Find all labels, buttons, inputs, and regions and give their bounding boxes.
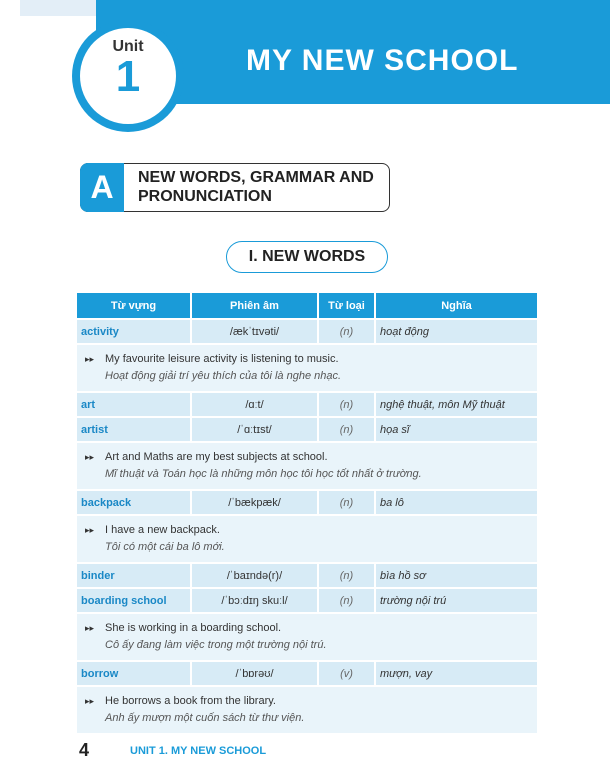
double-arrow-icon: ▸▸ — [85, 623, 95, 633]
double-arrow-icon: ▸▸ — [85, 354, 95, 364]
page-number: 4 — [79, 740, 90, 760]
vocabulary-table — [77, 293, 537, 733]
example-english: She is working in a boarding school. — [105, 622, 282, 634]
example-vietnamese: Tôi có một cái ba lô mới. — [105, 541, 225, 553]
unit-badge — [80, 28, 176, 124]
header-top-strip — [20, 0, 100, 16]
vocab-word: borrow — [77, 661, 191, 686]
table-row — [77, 490, 537, 515]
example-line — [85, 522, 529, 539]
vocab-word: boarding school — [77, 588, 191, 613]
example-line — [85, 449, 529, 466]
example-english: Art and Maths are my best subjects at school. — [105, 451, 328, 463]
table-row — [77, 563, 537, 588]
example-vietnamese: Cô ấy đang làm việc trong một trường nội trú. — [105, 639, 327, 651]
vocab-pos: (n) — [318, 588, 375, 613]
example-cell — [77, 686, 537, 733]
vocab-pos: (n) — [318, 392, 375, 417]
vocab-pos: (n) — [318, 563, 375, 588]
vocabulary-table-body — [77, 319, 537, 733]
table-row — [77, 417, 537, 442]
unit-label: Unit — [112, 38, 144, 55]
example-cell — [77, 515, 537, 563]
vocab-ipa: /ɑːt/ — [191, 392, 318, 417]
footer-text: UNIT 1. MY NEW SCHOOL — [130, 745, 267, 757]
example-row — [77, 515, 537, 563]
table-header-row — [77, 293, 537, 319]
section-a-title: NEW WORDS, GRAMMAR AND PRONUNCIATION — [138, 169, 374, 205]
vocab-ipa: /ˈɑːtɪst/ — [191, 417, 318, 442]
table-row — [77, 661, 537, 686]
double-arrow-icon: ▸▸ — [85, 696, 95, 706]
double-arrow-icon: ▸▸ — [85, 525, 95, 535]
vocab-word: backpack — [77, 490, 191, 515]
vocab-meaning: bìa hồ sơ — [375, 563, 537, 588]
vocab-pos: (v) — [318, 661, 375, 686]
example-line — [85, 693, 529, 710]
vocab-meaning: nghệ thuật, môn Mỹ thuật — [375, 392, 537, 417]
new-words-heading: I. NEW WORDS — [226, 241, 388, 273]
section-a-letter: A — [80, 163, 124, 212]
example-english: He borrows a book from the library. — [105, 695, 276, 707]
example-vietnamese: Hoạt động giải trí yêu thích của tôi là nghe nhạc. — [105, 370, 342, 382]
vocab-ipa: /ˈbækpæk/ — [191, 490, 318, 515]
header-ipa: Phiên âm — [191, 293, 318, 319]
example-vietnamese: Mĩ thuật và Toán học là những môn học tôi học tốt nhất ở trường. — [105, 468, 422, 480]
header-word: Từ vựng — [77, 293, 191, 319]
example-row — [77, 613, 537, 661]
unit-title: MY NEW SCHOOL — [246, 44, 519, 77]
example-cell — [77, 344, 537, 392]
vocab-word: artist — [77, 417, 191, 442]
vocab-word: binder — [77, 563, 191, 588]
header-meaning: Nghĩa — [375, 293, 537, 319]
table-row — [77, 319, 537, 344]
vocab-pos: (n) — [318, 417, 375, 442]
example-line — [85, 620, 529, 637]
vocab-meaning: họa sĩ — [375, 417, 537, 442]
vocab-meaning: ba lô — [375, 490, 537, 515]
vocab-meaning: hoạt động — [375, 319, 537, 344]
example-row — [77, 344, 537, 392]
vocab-word: art — [77, 392, 191, 417]
unit-number: 1 — [115, 52, 141, 101]
vocab-ipa: /ˈbɔːdɪŋ skuːl/ — [191, 588, 318, 613]
vocab-pos: (n) — [318, 490, 375, 515]
vocab-pos: (n) — [318, 319, 375, 344]
vocab-word: activity — [77, 319, 191, 344]
example-cell — [77, 442, 537, 490]
example-vietnamese: Anh ấy mượn một cuốn sách từ thư viện. — [105, 712, 305, 724]
vocab-ipa: /ˈbɒrəʊ/ — [191, 661, 318, 686]
example-english: My favourite leisure activity is listening to music. — [105, 353, 339, 365]
vocab-meaning: trường nội trú — [375, 588, 537, 613]
vocab-meaning: mượn, vay — [375, 661, 537, 686]
example-cell — [77, 613, 537, 661]
table-row — [77, 588, 537, 613]
example-line — [85, 351, 529, 368]
header-pos: Từ loại — [318, 293, 375, 319]
example-row — [77, 686, 537, 733]
example-row — [77, 442, 537, 490]
vocab-ipa: /ækˈtɪvəti/ — [191, 319, 318, 344]
vocab-ipa: /ˈbaɪndə(r)/ — [191, 563, 318, 588]
double-arrow-icon: ▸▸ — [85, 452, 95, 462]
example-english: I have a new backpack. — [105, 524, 220, 536]
table-row — [77, 392, 537, 417]
